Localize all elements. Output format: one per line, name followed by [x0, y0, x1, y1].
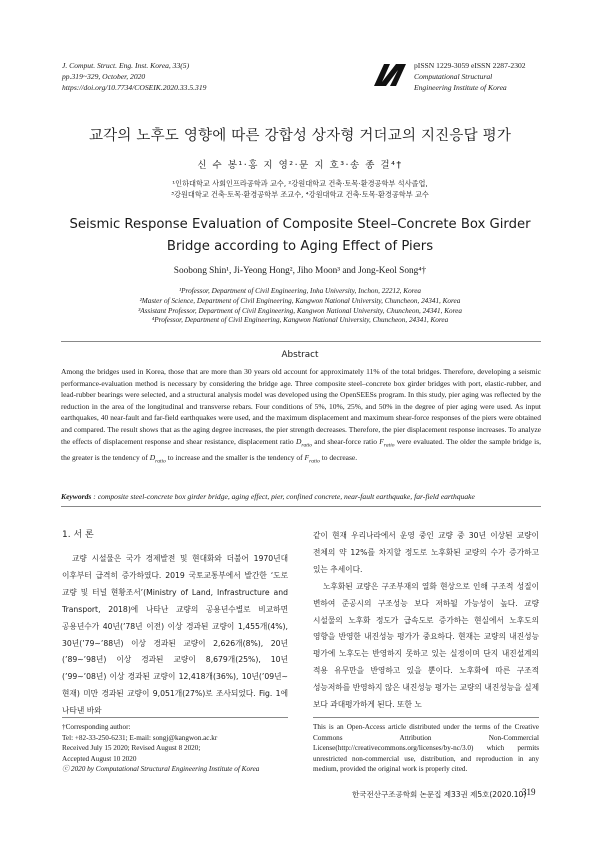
- society-name: Engineering Institute of Korea: [414, 83, 507, 92]
- journal-footer: 한국전산구조공학회 논문집 제33권 제5호(2020.10): [352, 790, 527, 799]
- body-column-right: [313, 528, 539, 714]
- page-number: 319: [522, 787, 536, 797]
- math-subscript: ratio: [383, 442, 395, 449]
- authors-english: Soobong Shin¹, Ji-Yeong Hong², Jiho Moon³ and Jong-Keol Song⁴†: [173, 266, 427, 276]
- math-symbol: D: [295, 436, 302, 446]
- section-heading: 1. 서 론: [62, 530, 94, 540]
- journal-citation: [62, 60, 206, 93]
- keywords-list: : composite steel-concrete box girder bridge, aging effect, pier, confined concrete, near-fault earthquake, far-field earthquake: [93, 492, 475, 501]
- title-line: Bridge according to Aging Effect of Piers: [166, 239, 434, 254]
- affiliation-line: ¹인하대학교 사회인프라공학과 교수, ²강원대학교 건축·토목·환경공학부 석사졸업,: [172, 179, 428, 188]
- affiliation-line: ³Assistant Professor, Department of Civil Engineering, Kangwon National University, Chuncheon, 24341, Korea: [138, 306, 462, 315]
- authors-korean: 신 수 봉¹·홍 지 영²·문 지 호³·송 종 걸⁴†: [197, 160, 403, 171]
- math-subscript: ratio: [155, 458, 166, 465]
- math-subscript: ratio: [309, 458, 320, 465]
- keywords-label: Keywords: [61, 492, 92, 501]
- footnote-divider: [62, 717, 288, 718]
- abstract-heading: Abstract: [281, 350, 319, 360]
- paragraph: 교량 시설물은 국가 경제발전 및 현대화와 더불어 1970년대 이후부터 급격히 증가하였다. 2019 국토교통부에서 발간한 ‘도로 교량 및 터널 현황조서’(Ministry of Land, Infrastructure and Transport, 2018)에 나타난 교량의 공용년수별로 비교하면 공용년수가 40년(’78년 이전) 이상 경과된 교량이 1,455개(4%), 30년(’79~’88년) 이상 경과된 교량이 2,626개(8%), 20년(’89~’98년) 이상 경과된 교량이 8,679개(25%), 10년(’99~’08년) 이상 경과된 교량이 12,418개(36%), 10년(’09년~현재) 미만 경과된 교량이 9,051개(27%)로 조사되었다. Fig. 1에 나타낸 바와: [62, 554, 288, 716]
- affiliations-english: [0, 287, 600, 326]
- issn: pISSN 1229-3059 eISSN 2287-2302: [414, 61, 526, 70]
- affiliation-line: ³강원대학교 건축·토목·환경공학부 조교수, ⁴강원대학교 건축·토목·환경공학부 교수: [171, 190, 429, 199]
- affiliation-line: ²Master of Science, Department of Civil Engineering, Kangwon National University, Chuncheon, 24341, Korea: [139, 296, 461, 305]
- affiliation-line: ¹Professor, Department of Civil Engineering, Inha University, Inchon, 22212, Korea: [179, 287, 421, 295]
- affiliations-korean: [0, 178, 600, 200]
- body-column-left: [62, 551, 288, 720]
- paragraph: 노후화된 교량은 구조부재의 열화 현상으로 인해 구조적 성질이 변하여 준공시의 구조성능 보다 저하될 가능성이 높다. 교량 시설물의 노후화 정도가 급속도로 증가하는 현실에서 노후도의 영향을 반영한 내진성능 평가가 중요하다. 현재는 교량의 내진성능 평가에 노후도는 반영하지 못하고 있는 실정이며 단지 내진설계의 적용 유무만을 반영하고 있을 뿐이다. 노후화에 따른 구조적 성능저하를 반영하지 않은 내진성능 평가는 교량의 내진성능을 실제 보다 과대평가하게 된다. 또한 노: [313, 581, 539, 710]
- paragraph: 같이 현재 우리나라에서 운영 중인 교량 중 30년 이상된 교량이 전체의 약 12%를 차지할 정도로 노후화된 교량의 수가 증가하고 있는 추세이다.: [313, 531, 539, 574]
- abstract-body: Among the bridges used in Korea, those that are more than 30 years old account for approximately 11% of the total bridges. Therefore, developing a seismic performance-evaluation method is necessary by considering the bridge age. Three composite steel–concrete box girder bridges with port, elastic-rubber, and lead-rubber bearings were selected, and a structural analysis model was developed using the OpenSEESs program. In this study, pier aging was reflected by the reduction in the area of the longitudinal and transverse rebars. Four conditions of 5%, 10%, 25%, and 50% in the degree of pier aging were used. As input earthquakes, 40 near-fault and far-field earthquakes were used, and the maximum displacement and maximum shear-force responses of the piers were obtained and compared. The result shows that as the aging degree increases, the pier strength decreases. Therefore, the pier displacement response increases. To analyze the effects of displacement response and shear resistance, displacement ratio $D_{ratio}$ and shear-force ratio $F_{ratio}$ were evaluated. The older the sample bridge is, the greater is the tendency of $D_{ratio}$ to increase and the smaller is the tendency of $F_{ratio}$ to decrease.: [61, 367, 541, 465]
- divider: [61, 341, 541, 342]
- paper-title-korean: 교각의 노후도 영향에 따른 강합성 상자형 거더교의 지진응답 평가: [88, 128, 512, 144]
- title-line: Seismic Response Evaluation of Composite Steel–Concrete Box Girder: [69, 217, 531, 232]
- citation-line: J. Comput. Struct. Eng. Inst. Korea, 33(5): [62, 61, 190, 70]
- society-name: Computational Structural: [414, 72, 493, 81]
- affiliation-line: ⁴Professor, Department of Civil Engineering, Kangwon National University, Chuncheon, 24341, Korea: [151, 316, 449, 325]
- society-logo-icon: [372, 60, 408, 90]
- math-symbol: D: [149, 452, 156, 462]
- math-symbol: F: [379, 436, 384, 446]
- divider: [61, 506, 541, 507]
- doi-link[interactable]: https://doi.org/10.7734/COSEIK.2020.33.5.319: [62, 83, 207, 92]
- copyright: ⓒ 2020 by Computational Structural Engineering Institute of Korea: [62, 765, 260, 773]
- math-symbol: F: [304, 452, 310, 462]
- journal-issn-block: [414, 60, 526, 93]
- citation-line: pp.319~329, October, 2020: [62, 72, 146, 81]
- paper-title-english: [0, 214, 600, 258]
- footnote-divider: [313, 717, 539, 718]
- license-note: This is an Open-Access article distributed under the terms of the Creative Commons Attribution Non-Commercial License(http://creativecommons.org/licenses/by-nc/3.0) which permits unrestricted non-commercial use, distribution, and reproduction in any medium, provided the original work is properly cited.: [313, 723, 539, 773]
- contact-line: Tel: +82-33-250-6231; E-mail: songj@kangwon.ac.kr: [62, 733, 218, 742]
- keywords: [61, 492, 541, 501]
- corresponding-author-note: †Corresponding author: Tel: +82-33-250-6231; E-mail: songj@kangwon.ac.kr Received July 15 2020; Revised August 8 2020; Accepted August 10 2020 ⓒ 2020 by Computational Structural Engineering Institute of Korea: [62, 722, 288, 775]
- math-subscript: ratio: [301, 442, 313, 449]
